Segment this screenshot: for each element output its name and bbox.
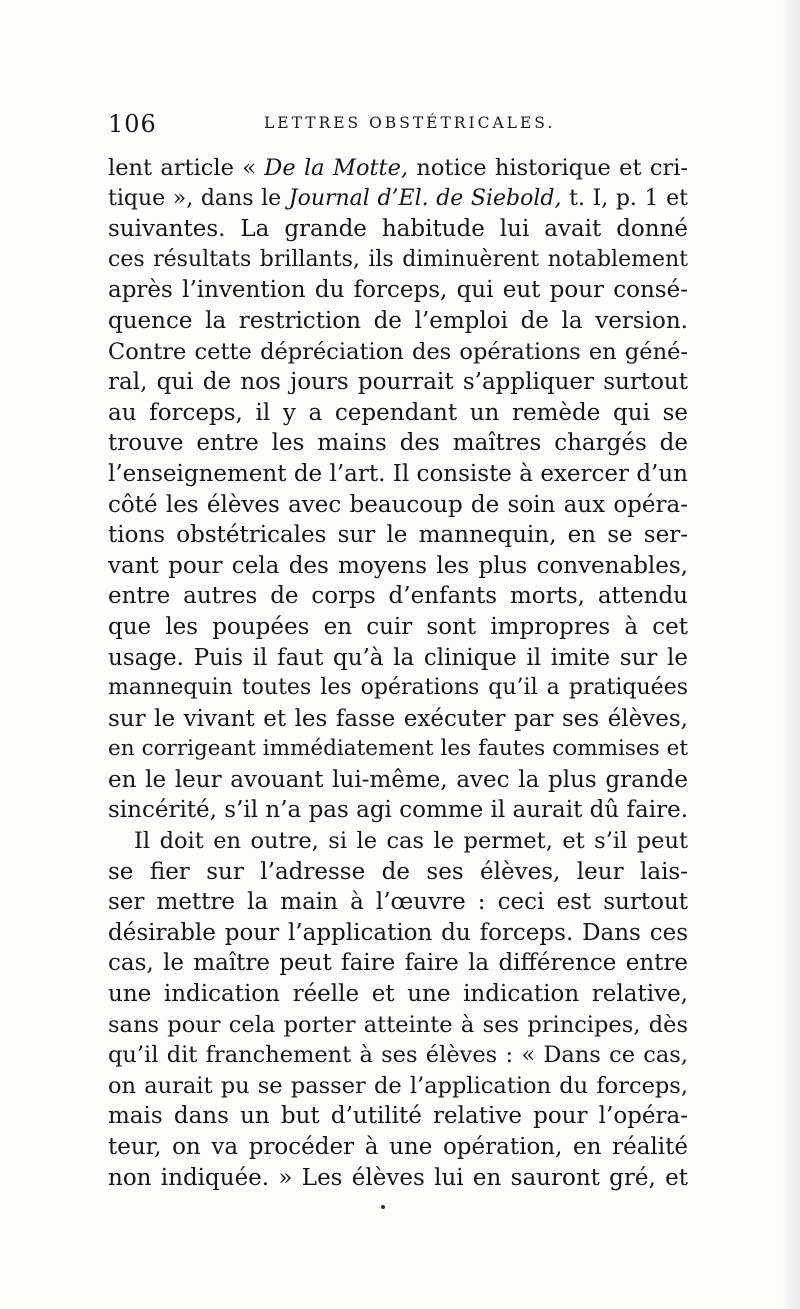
text-line: lent article « De la Motte, notice historique et cri- — [108, 155, 689, 181]
text-line: usage. Puis il faut qu’à la clinique il imite sur le — [108, 644, 688, 671]
text-line: sincérité, s’il n’a pas agi comme il aurait dû faire. — [108, 797, 689, 824]
text-line: en le leur avouant lui-même, avec la plus grande — [108, 766, 688, 793]
ink-speck — [381, 1205, 385, 1209]
text-line: au forceps, il y a cependant un remède qui se — [108, 399, 688, 426]
text-line: tions obstétricales sur le mannequin, en se ser- — [108, 522, 688, 549]
text-line: ser mettre la main à l’œuvre : ceci est surtout — [108, 889, 688, 916]
text-line: que les poupées en cuir sont impropres à cet — [108, 613, 688, 640]
text-line: quence la restriction de l’emploi de la version. — [108, 307, 688, 334]
text-line: sur le vivant et les fasse exécuter par ses élèves, — [108, 705, 688, 732]
text-line: teur, on va procéder à une opération, en réalité — [108, 1134, 688, 1160]
page-header — [108, 110, 688, 140]
text-line: désirable pour l’application du forceps. Dans ces — [108, 919, 688, 946]
text-line: non indiquée. » Les élèves lui en sauront gré, et — [108, 1164, 688, 1191]
text-line: suivantes. La grande habitude lui avait donné — [108, 216, 688, 243]
text-line: ral, qui de nos jours pourrait s’appliquer surtout — [108, 369, 688, 396]
running-head: LETTRES OBSTÉTRICALES. — [264, 114, 556, 132]
text-line: côté les élèves avec beaucoup de soin aux opéra- — [108, 491, 688, 518]
text-line: se fier sur l’adresse de ses élèves, leur lais- — [108, 858, 688, 885]
text-line: trouve entre les mains des maîtres chargés de — [108, 430, 688, 457]
body-text — [108, 153, 688, 1193]
paragraph-start-line: Il doit en outre, si le cas le permet, et s’il peut — [134, 828, 688, 855]
text-line: une indication réelle et une indication relative, — [108, 981, 688, 1008]
text-line: vant pour cela des moyens les plus convenables, — [108, 552, 688, 579]
text-line: ces résultats brillants, ils diminuèrent notablement — [108, 246, 688, 272]
text-line: l’enseignement de l’art. Il consiste à exercer d’un — [108, 460, 688, 487]
text-line: qu’il dit franchement à ses élèves : « Dans ce cas, — [108, 1042, 688, 1069]
text-line: en corrigeant immédiatement les fautes commises et — [108, 736, 688, 762]
text-line: Contre cette dépréciation des opérations en géné- — [108, 338, 688, 365]
text-line: après l’invention du forceps, qui eut pour consé- — [108, 277, 688, 304]
text-line: tique », dans le Journal d’El. de Siebold, t. I, p. 1 et — [108, 185, 688, 211]
text-line: mais dans un but d’utilité relative pour l’opéra- — [108, 1103, 688, 1130]
text-line: mannequin toutes les opérations qu’il a pratiquées — [108, 675, 688, 701]
text-line: sans pour cela porter atteinte à ses principes, dès — [108, 1011, 688, 1038]
text-line: on aurait pu se passer de l’application du forceps, — [108, 1072, 688, 1099]
scan-edge-shadow — [782, 0, 800, 1309]
text-line: cas, le maître peut faire faire la différence entre — [108, 950, 688, 977]
text-line: entre autres de corps d’enfants morts, attendu — [108, 583, 688, 610]
page-number: 106 — [108, 110, 157, 138]
